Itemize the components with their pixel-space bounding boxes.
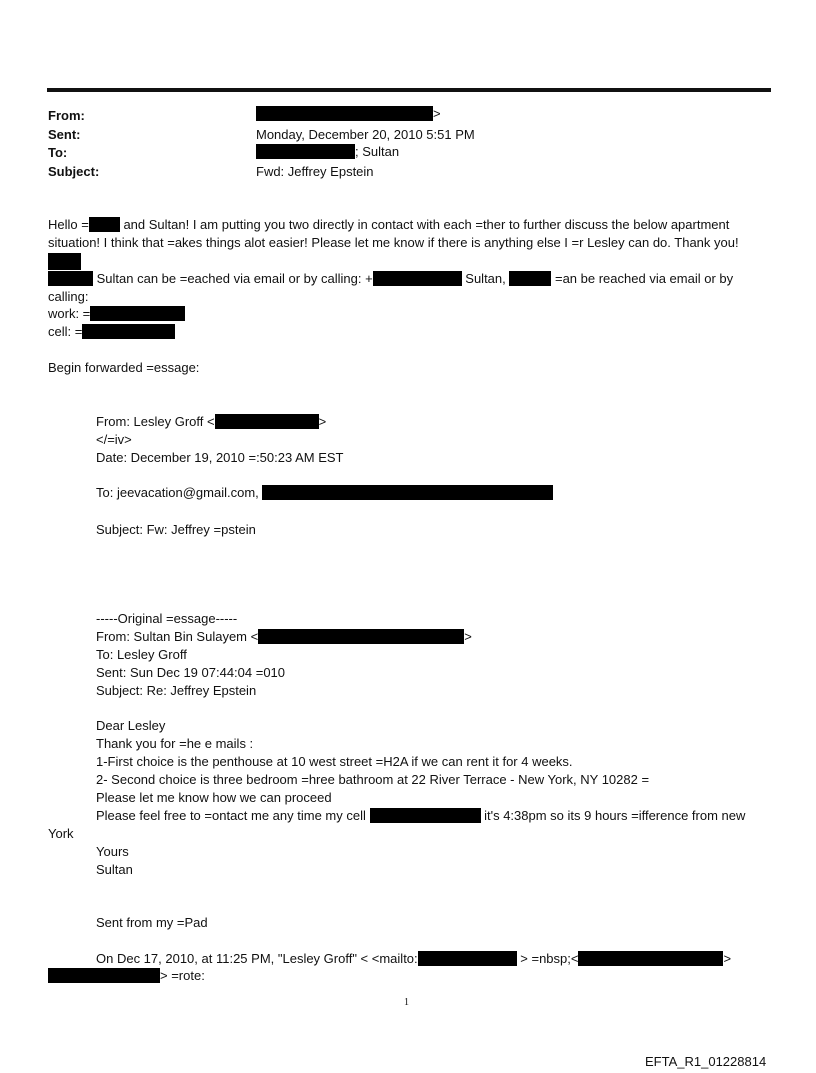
reach-text-1: Sultan can be =eached via email or by calling: +: [93, 271, 373, 286]
fwd-to-text: To: jeevacation@gmail.com,: [96, 485, 263, 500]
redaction-box: [89, 217, 120, 232]
redaction-box: [262, 485, 553, 500]
orig-from-suffix: >: [464, 629, 472, 644]
begin-forwarded: Begin forwarded =essage:: [48, 360, 200, 375]
work-label: work: =: [48, 306, 91, 321]
wrote-text: > =rote:: [160, 968, 205, 983]
redaction-box: [48, 253, 81, 270]
choice2-line: 2- Second choice is three bedroom =hree bathroom at 22 River Terrace - New York, NY 10282 =: [96, 772, 650, 787]
redaction-box: [418, 951, 517, 966]
cell-label: cell: =: [48, 324, 83, 339]
orig-to: To: Lesley Groff: [96, 647, 187, 662]
from-label: From:: [48, 108, 85, 123]
redaction-box: [256, 106, 433, 121]
hello-text-1: Hello =: [48, 217, 89, 232]
document-id: EFTA_R1_01228814: [645, 1054, 767, 1069]
contact-text-2: it's 4:38pm so its 9 hours =ifference from new: [480, 808, 746, 823]
on-dec-text-3: >: [723, 951, 732, 966]
calling-line: calling:: [48, 289, 89, 304]
fwd-date: Date: December 19, 2010 =:50:23 AM EST: [96, 450, 344, 465]
reach-line: [48, 270, 733, 288]
to-value: [256, 144, 399, 159]
subject-label: Subject:: [48, 164, 100, 179]
reach-text-2: Sultan,: [461, 271, 510, 286]
page-number: 1: [404, 997, 409, 1008]
redaction-box: [373, 271, 462, 286]
on-dec-line: [96, 950, 731, 968]
to-suffix: ; Sultan: [355, 144, 400, 159]
sent-from-line: Sent from my =Pad: [96, 915, 208, 930]
redaction-box: [258, 629, 464, 644]
orig-from: [96, 628, 472, 646]
choice1-line: 1-First choice is the penthouse at 10 west street =H2A if we can rent it for 4 weeks.: [96, 754, 573, 769]
thanks-line: Thank you for =he e mails :: [96, 736, 254, 751]
subject-value: Fwd: Jeffrey Epstein: [256, 164, 374, 179]
contact-text-1: Please feel free to =ontact me any time my cell: [96, 808, 370, 823]
reach-text-3: =an be reached via email or by: [551, 271, 734, 286]
hello-line: [48, 216, 729, 234]
on-dec-text-2: > =nbsp;<: [516, 951, 579, 966]
to-label: To:: [48, 145, 68, 160]
redaction-box: [48, 968, 160, 983]
fwd-subject: Subject: Fw: Jeffrey =pstein: [96, 522, 256, 537]
from-suffix: >: [433, 106, 441, 121]
from-value: [256, 106, 441, 121]
fwd-to: [96, 484, 553, 502]
on-dec-text-1: On Dec 17, 2010, at 11:25 PM, "Lesley Groff" < <mailto:: [96, 951, 418, 966]
contact-line: [96, 807, 745, 825]
fwd-div: </=iv>: [96, 432, 132, 447]
redaction-box: [509, 271, 551, 286]
sent-label: Sent:: [48, 127, 81, 142]
redaction-box: [256, 144, 355, 159]
wrote-line: [48, 967, 205, 985]
redaction-box: [370, 808, 481, 823]
york-line: York: [48, 826, 74, 841]
orig-subject: Subject: Re: Jeffrey Epstein: [96, 683, 257, 698]
work-line: [48, 305, 185, 323]
orig-sent: Sent: Sun Dec 19 07:44:04 =010: [96, 665, 286, 680]
fwd-from-text: From: Lesley Groff <: [96, 414, 215, 429]
fwd-from: [96, 413, 326, 431]
header-rule: [47, 88, 771, 92]
situation-line: situation! I think that =akes things alot easier! Please let me know if there is anything else I =r Lesley can do. Thank you!: [48, 235, 739, 250]
orig-header: -----Original =essage-----: [96, 611, 238, 626]
redaction-box: [90, 306, 185, 321]
redaction-box: [215, 414, 319, 429]
sultan-line: Sultan: [96, 862, 133, 877]
redaction-box: [48, 271, 93, 286]
dear-line: Dear Lesley: [96, 718, 166, 733]
hello-text-2: and Sultan! I am putting you two directly in contact with each =ther to further discuss the below apartment: [119, 217, 730, 232]
redaction-box: [82, 324, 175, 339]
fwd-from-suffix: >: [318, 414, 327, 429]
redaction-box: [578, 951, 723, 966]
yours-line: Yours: [96, 844, 129, 859]
orig-from-text: From: Sultan Bin Sulayem <: [96, 629, 259, 644]
sent-value: Monday, December 20, 2010 5:51 PM: [256, 127, 475, 142]
cell-line: [48, 323, 175, 341]
proceed-line: Please let me know how we can proceed: [96, 790, 332, 805]
